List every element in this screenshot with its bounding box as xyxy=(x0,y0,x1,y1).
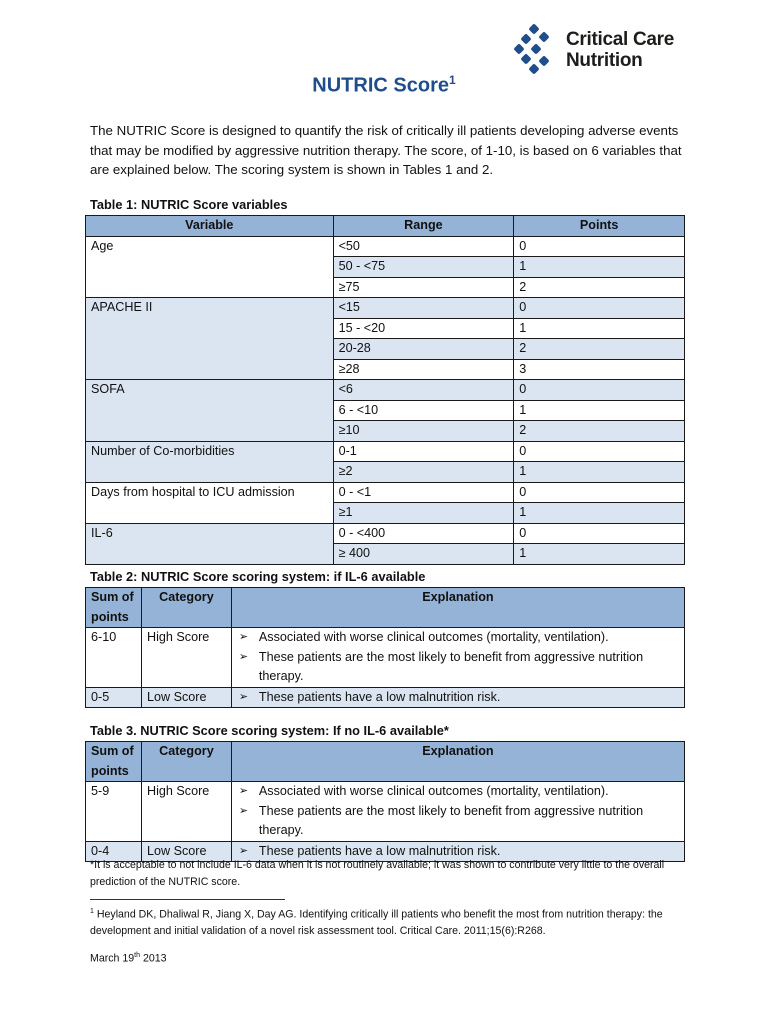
points-cell: 1 xyxy=(514,318,685,339)
table-row xyxy=(86,782,685,842)
variable-cell: Days from hospital to ICU admission xyxy=(86,482,334,523)
variable-cell: Number of Co-morbidities xyxy=(86,441,334,482)
points-cell: 1 xyxy=(514,503,685,524)
logo-line-1: Critical Care xyxy=(566,29,675,50)
points-cell: 0 xyxy=(514,236,685,257)
table-row xyxy=(86,687,685,708)
explanation-list xyxy=(237,688,679,708)
header-variable: Variable xyxy=(86,216,334,237)
critical-care-nutrition-logo xyxy=(512,24,692,74)
footnote-marker: 1 xyxy=(90,908,94,915)
points-cell: 0 xyxy=(514,523,685,544)
points-cell: 1 xyxy=(514,544,685,565)
table-row xyxy=(86,628,685,688)
arrow-bullet-icon: ➢ xyxy=(238,690,249,703)
variable-cell: IL-6 xyxy=(86,523,334,564)
range-cell: <50 xyxy=(333,236,514,257)
variable-cell: APACHE II xyxy=(86,298,334,380)
range-cell: 50 - <75 xyxy=(333,257,514,278)
points-cell: 1 xyxy=(514,462,685,483)
explanation-cell xyxy=(231,782,684,842)
arrow-bullet-icon: ➢ xyxy=(238,650,249,663)
bullet-text: These patients are the most likely to benefit from aggressive nutrition therapy. xyxy=(258,649,644,683)
table-header-row xyxy=(86,216,685,237)
footnote xyxy=(90,904,690,940)
category-cell: High Score xyxy=(141,782,231,842)
sum-cell: 5-9 xyxy=(86,782,142,842)
document-date xyxy=(90,952,167,965)
title-footnote-marker: 1 xyxy=(449,73,456,87)
explanation-cell xyxy=(231,628,684,688)
range-cell: 20-28 xyxy=(333,339,514,360)
logo-text xyxy=(566,29,674,71)
date-year: 2013 xyxy=(140,952,167,965)
table-row xyxy=(86,298,685,319)
bullet-text: These patients have a low malnutrition risk. xyxy=(258,689,501,704)
range-cell: 15 - <20 xyxy=(333,318,514,339)
range-cell: 0 - <400 xyxy=(333,523,514,544)
table3-caption: Table 3. NUTRIC Score scoring system: If no IL-6 available* xyxy=(90,723,449,738)
range-cell: <6 xyxy=(333,380,514,401)
explanation-list xyxy=(237,628,679,687)
page-title xyxy=(0,73,768,98)
table-header-row xyxy=(86,588,685,628)
table2-caption: Table 2: NUTRIC Score scoring system: if IL-6 available xyxy=(90,569,426,584)
bullet-text: These patients have a low malnutrition risk. xyxy=(258,843,501,858)
header-sum: Sum of points xyxy=(86,588,142,628)
scoring-table-il6 xyxy=(85,587,685,708)
points-cell: 1 xyxy=(514,257,685,278)
range-cell: 6 - <10 xyxy=(333,400,514,421)
table-row xyxy=(86,523,685,544)
header-sum: Sum of points xyxy=(86,742,142,782)
bullet-text: These patients are the most likely to benefit from aggressive nutrition therapy. xyxy=(258,803,644,837)
footnote-text: Heyland DK, Dhaliwal R, Jiang X, Day AG. Identifying critically ill patients who benefit the most from nutrition therapy: the development and initial validation of a novel risk assessment tool. Critical Care. 2011;15(6):R268. xyxy=(90,908,663,938)
bullet-text: Associated with worse clinical outcomes (mortality, ventilation). xyxy=(258,784,609,798)
explanation-cell xyxy=(231,687,684,708)
header-explanation: Explanation xyxy=(231,742,684,782)
logo-line-2: Nutrition xyxy=(566,50,643,71)
range-cell: ≥75 xyxy=(333,277,514,298)
header-range: Range xyxy=(333,216,514,237)
table-header-row xyxy=(86,742,685,782)
points-cell: 1 xyxy=(514,400,685,421)
list-item xyxy=(237,648,679,687)
sum-cell: 0-4 xyxy=(86,841,142,862)
page-title-text: NUTRIC Score xyxy=(312,74,449,97)
table1-caption: Table 1: NUTRIC Score variables xyxy=(90,197,288,212)
header-category: Category xyxy=(141,588,231,628)
header-points: Points xyxy=(514,216,685,237)
list-item xyxy=(237,628,679,648)
range-cell: ≥ 400 xyxy=(333,544,514,565)
range-cell: ≥28 xyxy=(333,359,514,380)
points-cell: 0 xyxy=(514,482,685,503)
sum-cell: 6-10 xyxy=(86,628,142,688)
range-cell: ≥1 xyxy=(333,503,514,524)
header-explanation: Explanation xyxy=(231,588,684,628)
logo-mark-icon xyxy=(512,24,558,74)
points-cell: 2 xyxy=(514,339,685,360)
sum-cell: 0-5 xyxy=(86,687,142,708)
table-row xyxy=(86,380,685,401)
points-cell: 2 xyxy=(514,277,685,298)
intro-paragraph: The NUTRIC Score is designed to quantify the risk of critically ill patients developing adverse events that may be modified by aggressive nutrition therapy. The score, of 1-10, is based on 6 variables that are explained below. The scoring system is shown in Tables 1 and 2. xyxy=(90,123,682,178)
category-cell: High Score xyxy=(141,628,231,688)
list-item xyxy=(237,802,679,841)
table-row xyxy=(86,441,685,462)
category-cell: Low Score xyxy=(141,687,231,708)
arrow-bullet-icon: ➢ xyxy=(238,804,249,817)
table-row xyxy=(86,236,685,257)
header-category: Category xyxy=(141,742,231,782)
table-row xyxy=(86,482,685,503)
date-prefix: March 19 xyxy=(90,952,135,965)
points-cell: 0 xyxy=(514,298,685,319)
range-cell: 0 - <1 xyxy=(333,482,514,503)
date-suffix-sup: th xyxy=(134,952,141,959)
variables-table xyxy=(85,215,685,565)
il6-note: *It is acceptable to not include IL-6 data when it is not routinely available; it was shown to contribute very little to the overall prediction of the NUTRIC score. xyxy=(90,859,665,888)
arrow-bullet-icon: ➢ xyxy=(238,844,249,857)
list-item xyxy=(237,688,679,708)
variable-cell: Age xyxy=(86,236,334,298)
category-cell: Low Score xyxy=(141,841,231,862)
explanation-list xyxy=(237,782,679,841)
scoring-table-no-il6 xyxy=(85,741,685,862)
list-item xyxy=(237,782,679,802)
range-cell: 0-1 xyxy=(333,441,514,462)
variable-cell: SOFA xyxy=(86,380,334,442)
points-cell: 3 xyxy=(514,359,685,380)
range-cell: ≥10 xyxy=(333,421,514,442)
arrow-bullet-icon: ➢ xyxy=(238,785,249,797)
arrow-bullet-icon: ➢ xyxy=(238,631,249,643)
bullet-text: Associated with worse clinical outcomes (mortality, ventilation). xyxy=(258,630,609,644)
points-cell: 2 xyxy=(514,421,685,442)
points-cell: 0 xyxy=(514,441,685,462)
points-cell: 0 xyxy=(514,380,685,401)
range-cell: ≥2 xyxy=(333,462,514,483)
footnote-divider xyxy=(90,899,285,900)
range-cell: <15 xyxy=(333,298,514,319)
